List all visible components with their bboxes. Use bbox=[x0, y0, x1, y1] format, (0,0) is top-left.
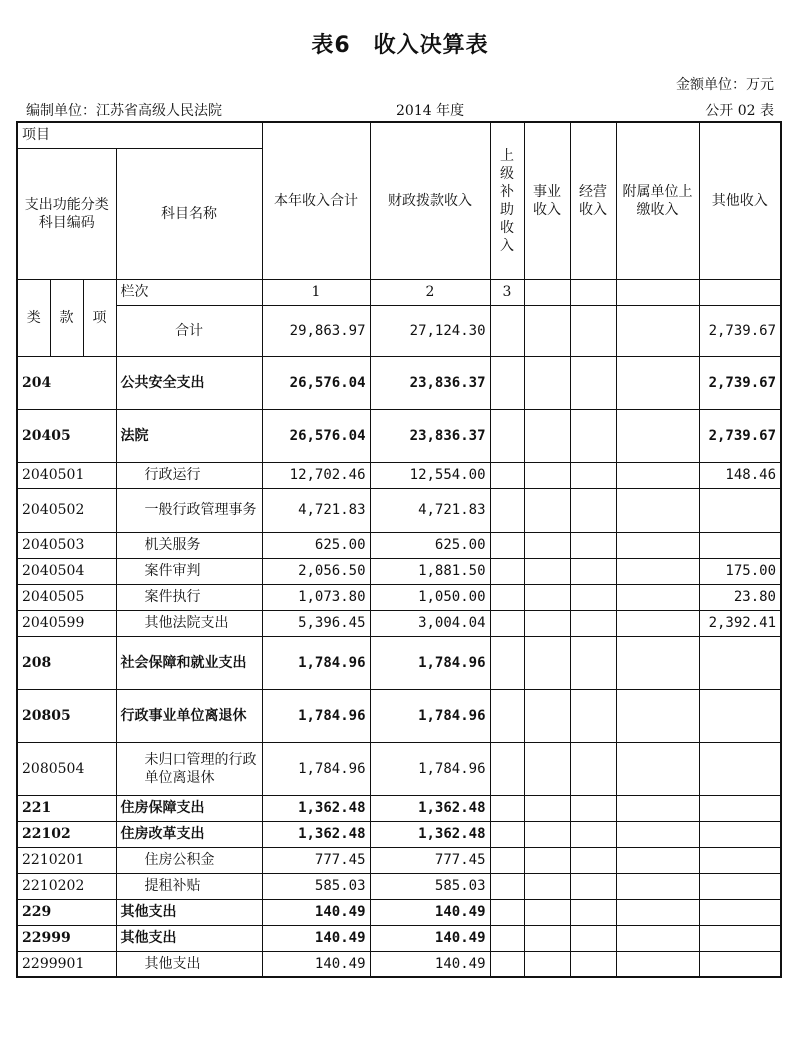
table-row bbox=[17, 847, 781, 873]
row-other: 175.00 bbox=[699, 558, 781, 584]
row-code: 20405 bbox=[17, 409, 116, 462]
row-total: 777.45 bbox=[262, 847, 370, 873]
row-total: 26,576.04 bbox=[262, 356, 370, 409]
row-fiscal: 3,004.04 bbox=[370, 610, 490, 636]
row-total: 1,784.96 bbox=[262, 742, 370, 795]
row-fiscal: 1,784.96 bbox=[370, 636, 490, 689]
row-total: 140.49 bbox=[262, 899, 370, 925]
table-row bbox=[17, 873, 781, 899]
table-row bbox=[17, 462, 781, 488]
row-subject: 未归口管理的行政单位离退休 bbox=[116, 742, 262, 795]
row-fiscal: 1,362.48 bbox=[370, 795, 490, 821]
total-c1: 29,863.97 bbox=[262, 305, 370, 356]
row-subject: 案件执行 bbox=[116, 584, 262, 610]
table-row bbox=[17, 356, 781, 409]
table-row bbox=[17, 636, 781, 689]
row-subject: 法院 bbox=[116, 409, 262, 462]
row-total: 1,784.96 bbox=[262, 636, 370, 689]
table-row bbox=[17, 899, 781, 925]
lanci-label: 栏次 bbox=[116, 279, 262, 305]
row-subject: 机关服务 bbox=[116, 532, 262, 558]
row-other: 2,739.67 bbox=[699, 356, 781, 409]
row-code: 2040502 bbox=[17, 488, 116, 532]
row-other bbox=[699, 689, 781, 742]
row-code: 20805 bbox=[17, 689, 116, 742]
row-code: 2299901 bbox=[17, 951, 116, 977]
row-code: 2040503 bbox=[17, 532, 116, 558]
col-header-fiscal: 财政拨款收入 bbox=[370, 122, 490, 279]
col-header-operation: 经营收入 bbox=[570, 122, 616, 279]
col-num-2: 2 bbox=[370, 279, 490, 305]
year-label: 2014 年度 bbox=[396, 103, 465, 119]
row-fiscal: 140.49 bbox=[370, 951, 490, 977]
row-total: 1,362.48 bbox=[262, 821, 370, 847]
row-code: 221 bbox=[17, 795, 116, 821]
table-row bbox=[17, 610, 781, 636]
row-other bbox=[699, 742, 781, 795]
row-code: 22102 bbox=[17, 821, 116, 847]
row-other bbox=[699, 636, 781, 689]
unit-label: 金额单位：万元 bbox=[676, 77, 774, 93]
row-total: 2,056.50 bbox=[262, 558, 370, 584]
table-row bbox=[17, 532, 781, 558]
class-label-xiang: 项 bbox=[83, 279, 116, 356]
col-num-1: 1 bbox=[262, 279, 370, 305]
row-code: 2210201 bbox=[17, 847, 116, 873]
row-other bbox=[699, 925, 781, 951]
total-row bbox=[17, 305, 781, 356]
table-row bbox=[17, 821, 781, 847]
row-subject: 行政事业单位离退休 bbox=[116, 689, 262, 742]
row-other bbox=[699, 847, 781, 873]
table-row bbox=[17, 742, 781, 795]
row-total: 1,784.96 bbox=[262, 689, 370, 742]
row-fiscal: 1,784.96 bbox=[370, 689, 490, 742]
row-total: 140.49 bbox=[262, 951, 370, 977]
row-code: 229 bbox=[17, 899, 116, 925]
row-total: 140.49 bbox=[262, 925, 370, 951]
org-label: 编制单位：江苏省高级人民法院 bbox=[26, 103, 222, 119]
class-label-kuan: 款 bbox=[50, 279, 83, 356]
row-code: 2040505 bbox=[17, 584, 116, 610]
row-total: 12,702.46 bbox=[262, 462, 370, 488]
form-number: 公开 02 表 bbox=[705, 103, 774, 119]
row-code: 204 bbox=[17, 356, 116, 409]
row-total: 1,362.48 bbox=[262, 795, 370, 821]
row-fiscal: 1,362.48 bbox=[370, 821, 490, 847]
row-code: 2210202 bbox=[17, 873, 116, 899]
table-row bbox=[17, 689, 781, 742]
row-code: 2040504 bbox=[17, 558, 116, 584]
row-total: 625.00 bbox=[262, 532, 370, 558]
row-fiscal: 140.49 bbox=[370, 925, 490, 951]
row-total: 26,576.04 bbox=[262, 409, 370, 462]
row-code: 208 bbox=[17, 636, 116, 689]
table-row bbox=[17, 584, 781, 610]
row-fiscal: 625.00 bbox=[370, 532, 490, 558]
table-row bbox=[17, 795, 781, 821]
total-label: 合计 bbox=[116, 305, 262, 356]
meta-line bbox=[26, 100, 774, 118]
func-code-header: 支出功能分类科目编码 bbox=[17, 148, 116, 279]
col-header-other: 其他收入 bbox=[699, 122, 781, 279]
row-subject: 住房保障支出 bbox=[116, 795, 262, 821]
row-other bbox=[699, 899, 781, 925]
row-fiscal: 4,721.83 bbox=[370, 488, 490, 532]
row-other: 23.80 bbox=[699, 584, 781, 610]
row-fiscal: 23,836.37 bbox=[370, 356, 490, 409]
table-row bbox=[17, 558, 781, 584]
row-other bbox=[699, 488, 781, 532]
row-total: 5,396.45 bbox=[262, 610, 370, 636]
project-header: 项目 bbox=[17, 122, 262, 148]
row-subject: 行政运行 bbox=[116, 462, 262, 488]
row-other bbox=[699, 821, 781, 847]
row-subject: 提租补贴 bbox=[116, 873, 262, 899]
table-row bbox=[17, 488, 781, 532]
row-fiscal: 777.45 bbox=[370, 847, 490, 873]
row-code: 2080504 bbox=[17, 742, 116, 795]
row-other bbox=[699, 951, 781, 977]
table-row bbox=[17, 925, 781, 951]
total-c2: 27,124.30 bbox=[370, 305, 490, 356]
row-subject: 公共安全支出 bbox=[116, 356, 262, 409]
row-subject: 其他法院支出 bbox=[116, 610, 262, 636]
row-subject: 其他支出 bbox=[116, 951, 262, 977]
table-row bbox=[17, 951, 781, 977]
row-code: 22999 bbox=[17, 925, 116, 951]
row-fiscal: 585.03 bbox=[370, 873, 490, 899]
row-subject: 住房改革支出 bbox=[116, 821, 262, 847]
row-fiscal: 12,554.00 bbox=[370, 462, 490, 488]
col-header-total: 本年收入合计 bbox=[262, 122, 370, 279]
row-fiscal: 1,050.00 bbox=[370, 584, 490, 610]
row-other bbox=[699, 873, 781, 899]
row-total: 585.03 bbox=[262, 873, 370, 899]
row-code: 2040501 bbox=[17, 462, 116, 488]
total-c7: 2,739.67 bbox=[699, 305, 781, 356]
row-subject: 其他支出 bbox=[116, 899, 262, 925]
table-row bbox=[17, 409, 781, 462]
row-code: 2040599 bbox=[17, 610, 116, 636]
row-subject: 住房公积金 bbox=[116, 847, 262, 873]
row-other bbox=[699, 795, 781, 821]
col-header-affiliate: 附属单位上缴收入 bbox=[616, 122, 699, 279]
row-other: 2,739.67 bbox=[699, 409, 781, 462]
row-subject: 社会保障和就业支出 bbox=[116, 636, 262, 689]
col-header-business: 事业收入 bbox=[524, 122, 570, 279]
col-header-superior: 上级补助收入 bbox=[490, 122, 524, 279]
page-title: 表6 收入决算表 bbox=[311, 33, 489, 58]
subject-name-header: 科目名称 bbox=[116, 148, 262, 279]
row-subject: 一般行政管理事务 bbox=[116, 488, 262, 532]
row-subject: 案件审判 bbox=[116, 558, 262, 584]
row-other: 2,392.41 bbox=[699, 610, 781, 636]
row-fiscal: 1,784.96 bbox=[370, 742, 490, 795]
col-num-3: 3 bbox=[490, 279, 524, 305]
class-label-lei: 类 bbox=[17, 279, 50, 356]
row-subject: 其他支出 bbox=[116, 925, 262, 951]
row-other: 148.46 bbox=[699, 462, 781, 488]
row-fiscal: 1,881.50 bbox=[370, 558, 490, 584]
row-fiscal: 140.49 bbox=[370, 899, 490, 925]
row-total: 4,721.83 bbox=[262, 488, 370, 532]
row-fiscal: 23,836.37 bbox=[370, 409, 490, 462]
income-table bbox=[16, 121, 782, 978]
row-other bbox=[699, 532, 781, 558]
row-total: 1,073.80 bbox=[262, 584, 370, 610]
